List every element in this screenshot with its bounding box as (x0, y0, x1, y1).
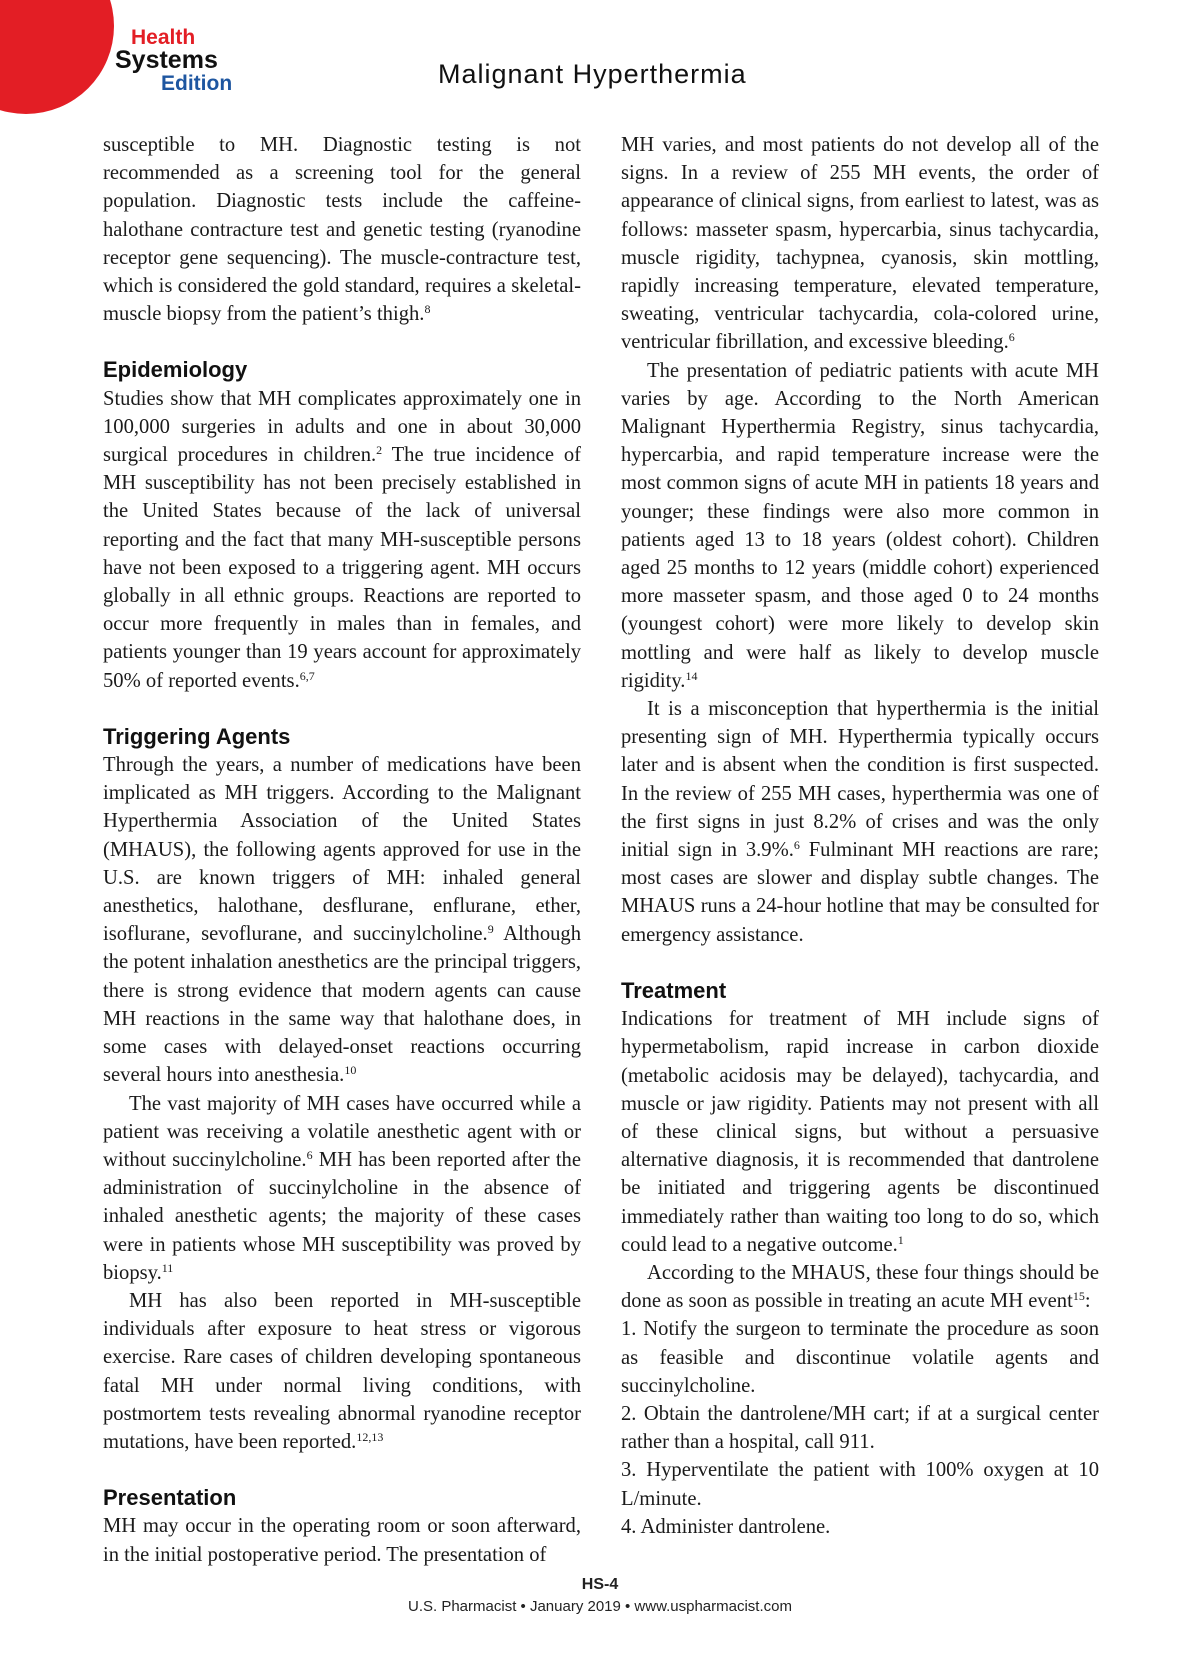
diagnostic-paragraph: susceptible to MH. Diagnostic testing is not recommended as a screening tool for the general population. Diagnostic tests include the caffeine-halothane contracture test and genetic testing (ryanodine receptor gene sequencing). The muscle-contracture test, which is considered the gold standard, requires a skeletal-muscle biopsy from the patient’s thigh.$^8$ (103, 134, 581, 326)
heading-epidemiology: Epidemiology (103, 357, 248, 383)
left-column (103, 131, 581, 1569)
heat-stress-paragraph: MH has also been reported in MH-susceptible individuals after exposure to heat stress or vigorous exercise. Rare cases of children developing spontaneous fatal MH under normal living conditions, with postmortem tests revealing abnormal ryanodine receptor mutations, have been reported.$^{12,13}$ (103, 1289, 581, 1453)
heading-triggering-agents: Triggering Agents (103, 723, 291, 749)
triggering-paragraph: Through the years, a number of medications have been implicated as MH triggers. According to the Malignant Hyperthermia Association of the United States (MHAUS), the following agents approved for use in the U.S. are known triggers of MH: inhaled general anesthetics, halothane, desflurane, enflurane, ether, isoflurane, sevoflurane, and succinylcholine.$^9$ Although the potent inhalation anesthetics are the principal triggers, there is strong evidence that modern agents can cause MH reactions in the same way that halothane does, in some cases with delayed-onset reactions occurring several hours into anesthesia.$^{10}$ (103, 754, 582, 1087)
clinical-signs-paragraph: MH varies, and most patients do not develop all of the signs. In a review of 255 MH events, the order of appearance of clinical signs, from earliest to latest, was as follows: masseter spasm, hypercarbia, sinus tachycardia, muscle rigidity, tachypnea, cyanosis, skin mottling, rapidly increasing temperature, elevated temperature, sweating, ventricular tachycardia, cola-colored urine, ventricular fibrillation, and excessive bleeding.$^6$ (621, 134, 1099, 354)
publication-footer: U.S. Pharmacist • January 2019 • www.uspharmacist.com (408, 1598, 792, 1615)
brand-health: Health (131, 26, 196, 49)
treatment-paragraph: Indications for treatment of MH include signs of hypermetabolism, rapid increase in carbon dioxide (metabolic acidosis may be delayed), tachycardia, and muscle or jaw rigidity. Patients may not present with all of these clinical signs, but without a persuasive alternative diagnosis, it is recommended that dantrolene be initiated and triggering agents be discontinued immediately rather than waiting too long to do so, which could lead to a negative outcome.$^1$ (621, 1008, 1099, 1256)
step-4: 4. Administer dantrolene. (621, 1515, 831, 1538)
step-3: 3. Hyperventilate the patient with 100% oxygen at 10 L/minute. (621, 1459, 1099, 1510)
step-2: 2. Obtain the dantrolene/MH cart; if at a surgical center rather than a hospital, call 911. (621, 1402, 1099, 1454)
presentation-paragraph: MH may occur in the operating room or soon afterward, in the initial postoperative period. The presentation of (103, 1515, 581, 1566)
heading-treatment: Treatment (621, 977, 727, 1003)
heading-presentation: Presentation (103, 1485, 237, 1511)
running-title: Malignant Hyperthermia (438, 59, 747, 89)
step-1: 1. Notify the surgeon to terminate the procedure as soon as feasible and discontinue volatile agents and succinylcholine. (621, 1318, 1099, 1397)
misconception-paragraph: It is a misconception that hyperthermia is the initial presenting sign of MH. Hyperthermia typically occurs later and is absent when the condition is first suspected. In the review of 255 MH cases, hyperthermia was one of the first signs in just 8.2% of crises and was the only initial sign in 3.9%.$^6$ Fulminant MH reactions are rare; most cases are slower and display subtle changes. The MHAUS runs a 24-hour hotline that may be consulted for emergency assistance. (621, 698, 1100, 946)
corner-red-circle (0, 0, 114, 114)
pediatric-paragraph: The presentation of pediatric patients with acute MH varies by age. According to the North American Malignant Hyperthermia Registry, sinus tachycardia, hypercarbia, and rapid temperature increase were the most common signs of acute MH in patients 18 years and younger; these findings were also more common in patients aged 13 to 18 years (oldest cohort). Children aged 25 months to 12 years (middle cohort) experienced more masseter spasm, and those aged 0 to 24 months (youngest cohort) were more likely to develop skin mottling and were half as likely to develop muscle rigidity.$^{14}$ (621, 359, 1099, 692)
brand-systems: Systems (115, 46, 218, 74)
page-number: HS-4 (581, 1576, 619, 1593)
vast-majority-paragraph: The vast majority of MH cases have occurred while a patient was receiving a volatile anesthetic agent with or without succinylcholine.$^6$ MH has been reported after the administration of succinylcholine in the absence of inhaled anesthetic agents; the majority of these cases were in patients whose MH susceptibility was proved by biopsy.$^{11}$ (103, 1092, 581, 1284)
right-column (621, 131, 1099, 1541)
brand-edition: Edition (161, 72, 233, 95)
epidemiology-paragraph: Studies show that MH complicates approximately one in 100,000 surgeries in adults and one in about 30,000 surgical procedures in children.$^2$ The true incidence of MH susceptibility has not been precisely established in the United States because of the lack of universal reporting and the fact that many MH-susceptible persons have not been exposed to a triggering agent. MH occurs globally in all ethnic groups. Reactions are reported to occur more frequently in males than in females, and patients younger than 19 years account for approximately 50% of reported events.$^{6,7}$ (103, 387, 581, 692)
mhaus-steps-intro: According to the MHAUS, these four things should be done as soon as possible in treating an acute MH event$^{15}$: (621, 1261, 1099, 1313)
brand-logo (115, 26, 232, 95)
